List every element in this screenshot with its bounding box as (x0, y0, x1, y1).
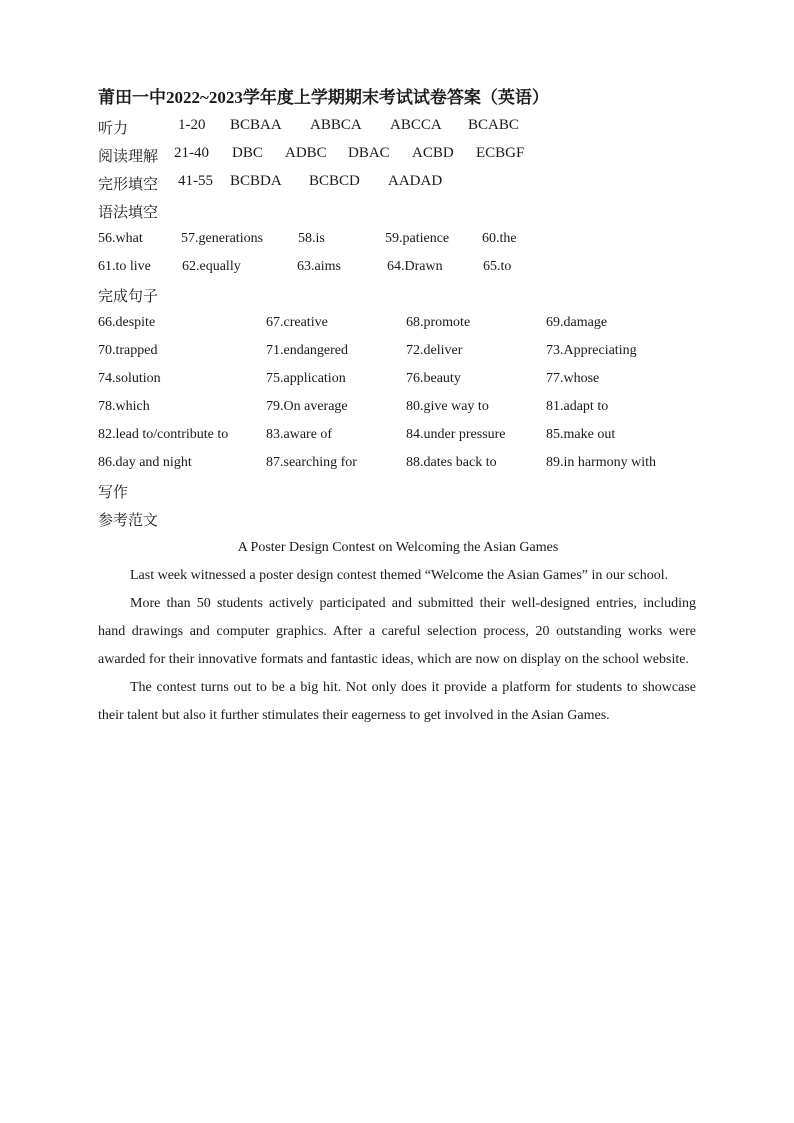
question-range: 1-20 (178, 117, 206, 133)
answer-item: 60.the (482, 231, 517, 246)
section-label: 阅读理解 (98, 147, 159, 165)
answer-group: DBAC (348, 145, 390, 161)
answer-group: DBC (232, 145, 263, 161)
reading-row (98, 145, 718, 169)
answer-item: 84.under pressure (406, 427, 506, 442)
cloze-row (98, 173, 718, 197)
page-title: 莆田一中2022~2023学年度上学期期末考试试卷答案（英语） (98, 88, 549, 107)
answer-group: AADAD (388, 173, 443, 189)
completion-heading: 完成句子 (98, 287, 159, 305)
essay-title: A Poster Design Contest on Welcoming the Asian Games (237, 540, 559, 555)
answer-group: ABBCA (310, 117, 362, 133)
answer-item: 64.Drawn (387, 259, 443, 274)
section-label: 完形填空 (98, 175, 159, 193)
answer-item: 57.generations (181, 231, 264, 246)
answer-item: 89.in harmony with (546, 455, 657, 470)
answer-item: 79.On average (266, 399, 348, 414)
answer-item: 56.what (98, 231, 143, 246)
completion-row (98, 343, 718, 365)
answer-item: 71.endangered (266, 343, 349, 358)
essay-body (98, 562, 696, 730)
answer-item: 83.aware of (266, 427, 333, 442)
grammar-row-1 (98, 231, 718, 253)
answer-item: 78.which (98, 399, 150, 414)
answer-item: 63.aims (297, 259, 341, 274)
answer-item: 88.dates back to (406, 455, 497, 470)
grammar-row-2 (98, 259, 718, 281)
answer-item: 85.make out (546, 427, 616, 442)
completion-row (98, 371, 718, 393)
answer-item: 82.lead to/contribute to (98, 427, 229, 442)
grammar-heading: 语法填空 (98, 203, 159, 221)
answer-group: ADBC (285, 145, 327, 161)
answer-group: ECBGF (476, 145, 525, 161)
answer-item: 80.give way to (406, 399, 489, 414)
answer-group: BCBAA (230, 117, 282, 133)
answer-item: 76.beauty (406, 371, 461, 386)
answer-item: 73.Appreciating (546, 343, 637, 358)
sample-essay-heading: 参考范文 (98, 511, 159, 529)
answer-item: 61.to live (98, 259, 151, 274)
writing-heading: 写作 (98, 483, 129, 501)
answer-item: 67.creative (266, 315, 328, 330)
answer-item: 68.promote (406, 315, 471, 330)
answer-item: 69.damage (546, 315, 608, 330)
answer-item: 72.deliver (406, 343, 463, 358)
answer-item: 59.patience (385, 231, 450, 246)
question-range: 21-40 (174, 145, 209, 161)
answer-group: BCBDA (230, 173, 282, 189)
completion-row (98, 315, 718, 337)
answer-group: BCABC (468, 117, 519, 133)
answer-item: 65.to (483, 259, 512, 274)
answer-item: 66.despite (98, 315, 156, 330)
answer-item: 86.day and night (98, 455, 192, 470)
completion-row (98, 427, 718, 449)
answer-item: 81.adapt to (546, 399, 609, 414)
answer-item: 70.trapped (98, 343, 158, 358)
essay-paragraph: The contest turns out to be a big hit. Not only does it provide a platform for students to showcase their talent but also it further stimulates their eagerness to get involved in the Asian Games. (98, 680, 696, 723)
listening-row (98, 117, 718, 141)
essay-paragraph: Last week witnessed a poster design contest themed “Welcome the Asian Games” in our school. (130, 568, 669, 583)
answer-group: ABCCA (390, 117, 442, 133)
answer-group: ACBD (412, 145, 454, 161)
answer-item: 74.solution (98, 371, 161, 386)
completion-row (98, 455, 718, 477)
answer-item: 58.is (298, 231, 325, 246)
essay-paragraph: More than 50 students actively participated and submitted their well-designed entries, including hand drawings and computer graphics. After a careful selection process, 20 outstanding works were awarded for their innovative formats and fantastic ideas, which are now on display on the school website. (98, 596, 696, 667)
answer-item: 75.application (266, 371, 346, 386)
answer-item: 77.whose (546, 371, 600, 386)
section-label: 听力 (98, 119, 129, 137)
answer-item: 87.searching for (266, 455, 357, 470)
completion-row (98, 399, 718, 421)
answer-item: 62.equally (182, 259, 241, 274)
question-range: 41-55 (178, 173, 213, 189)
answer-group: BCBCD (309, 173, 360, 189)
